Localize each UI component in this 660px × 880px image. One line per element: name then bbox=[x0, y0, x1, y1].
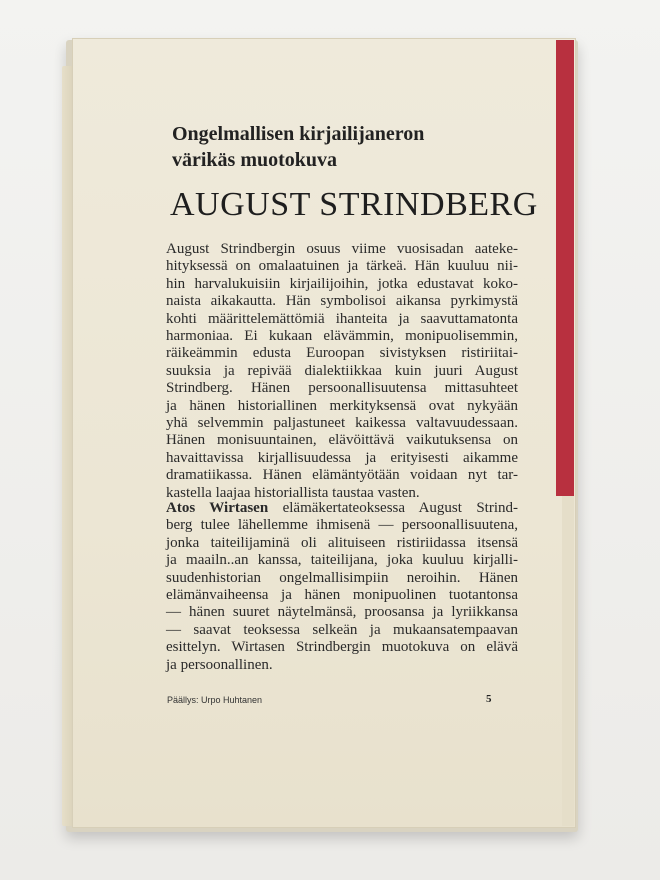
text-line: Hänen monisuuntainen, elävöittävä vaikutuksensa on bbox=[166, 432, 518, 449]
text-line: August Strindbergin osuus viime vuosisadan aateke- bbox=[166, 241, 518, 257]
text-line: ja hänen historiallinen merkityksensä ovat nykyään bbox=[166, 397, 518, 414]
subtitle-line-1: Ongelmallisen kirjailijaneron bbox=[172, 123, 425, 145]
text-line: harmoniaa. Ei kukaan elävämmin, monipuolisemmin, bbox=[166, 328, 518, 345]
text-line: jonka taiteilijaminä oli alituiseen ristiriidassa itsensä bbox=[166, 534, 518, 551]
author-name: Atos Wirtasen bbox=[166, 500, 269, 516]
cover-title: AUGUST STRINDBERG bbox=[170, 186, 538, 223]
red-spine-strip bbox=[556, 40, 574, 496]
text-line: Strindberg. Hänen persoonallisuutensa mittasuhteet bbox=[166, 380, 518, 397]
text-line: räikeämmin edusta Euroopan sivistyksen ristiriitai- bbox=[166, 345, 518, 362]
text-line: — hänen suuret näytelmänsä, proosansa ja lyriikkansa bbox=[166, 604, 518, 621]
text-line: naista aikakautta. Hän symbolisoi aikansa pyrkimystä bbox=[166, 293, 518, 310]
text-line: havaittavissa kirjallisuudessa ja erityisesti aikamme bbox=[166, 449, 518, 466]
price-code: 5 bbox=[486, 693, 492, 705]
text-line: elämänvaiheensa ja hänen monipuolinen tuotantonsa bbox=[166, 587, 518, 604]
text-line-first bbox=[166, 500, 518, 517]
text-line: kohti määrittelemättömiä ihanteita ja saavuttamatonta bbox=[166, 310, 518, 327]
text-line: dramatiikassa. Hänen elämäntyötään voidaan nyt tar- bbox=[166, 467, 518, 484]
text-line: berg tulee lähellemme ihmisenä — persoonallisuutena, bbox=[166, 517, 518, 534]
text-line: esittelyn. Wirtasen Strindbergin muotokuva on elävä bbox=[166, 639, 518, 656]
text-fragment: elämäkertateoksessa August Strind- bbox=[268, 500, 518, 516]
text-line: hityksessä on omalaatuinen ja tärkeä. Hän kuuluu nii- bbox=[166, 258, 518, 275]
description-paragraph-1 bbox=[166, 241, 518, 502]
text-line: kastella laajaa historiallista taustaa vasten. bbox=[166, 484, 420, 501]
cover-designer-credit: Päällys: Urpo Huhtanen bbox=[167, 695, 263, 705]
text-line: ja persoonallinen. bbox=[166, 656, 273, 673]
text-line: hin harvalukuisiin kirjailijoihin, jotka edustavat koko- bbox=[166, 275, 518, 292]
subtitle-line-2: värikäs muotokuva bbox=[172, 149, 338, 171]
text-line: suudenhistorian ongelmallisimpiin neroihin. Hänen bbox=[166, 569, 518, 586]
cover-subtitle bbox=[172, 121, 512, 173]
text-line: — saavat teoksessa selkeän ja mukaansatempaavan bbox=[166, 621, 518, 638]
text-line: yhä selvemmin paljastuneet kaikessa valtavuudessaan. bbox=[166, 415, 518, 432]
spine-lower-edge bbox=[562, 496, 574, 826]
text-line: suuksia ja repivää dialektiikkaa kuin juuri August bbox=[166, 362, 518, 379]
description-paragraph-2 bbox=[166, 500, 518, 674]
text-line: ja maailn..an kanssa, taiteilijana, joka kuuluu kirjalli- bbox=[166, 552, 518, 569]
